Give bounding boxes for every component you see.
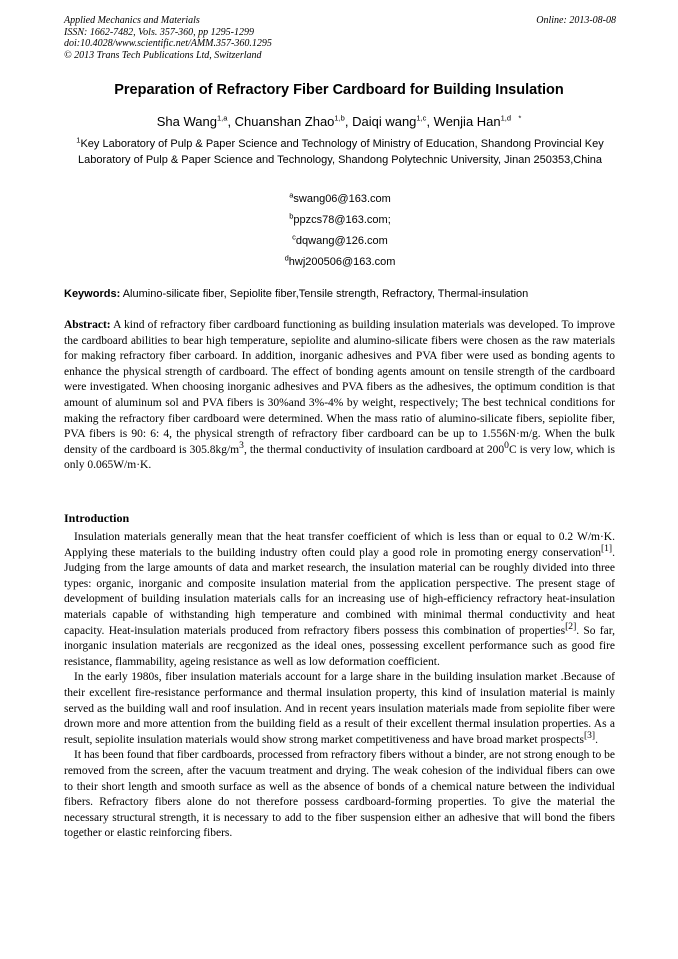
author-list bbox=[40, 114, 638, 129]
paragraph-text: In the early 1980s, fiber insulation materials account for a large share in the building insulation market .Because of their excellent fire-resistance performance and thermal insulation property, this kind of insulation material is mainly served as the building wall and roof insulation. And in recent years insulation materials made from sepiolite fiber were drown more and more attention from the building field as a result of their excellent thermal insulation properties. As a result, sepiolite insulation materials would show strong market competitiveness and have broad market prospects bbox=[64, 671, 615, 746]
paper-title: Preparation of Refractory Fiber Cardboard for Building Insulation bbox=[114, 82, 564, 98]
abstract-superscript: 0 bbox=[504, 439, 509, 451]
author-separator: , bbox=[426, 114, 434, 129]
email-mark: b bbox=[289, 211, 294, 221]
author-separator: , bbox=[344, 114, 353, 129]
affiliation-text: Key Laboratory of Pulp & Paper Science and Technology of Ministry of Education, Shandong Provincial Key Laboratory of Pulp & Paper Science and Technology, Shandong Polytechnic University, Jinan 250353,China bbox=[77, 138, 604, 166]
email-item bbox=[64, 252, 616, 273]
email-list bbox=[64, 189, 616, 273]
paragraph bbox=[64, 670, 615, 748]
journal-name: Applied Mechanics and Materials bbox=[64, 15, 200, 26]
author-affil-mark: 1,a bbox=[217, 113, 228, 123]
paragraph-text: . So far, inorganic insulation materials are recgonized as the ideal ones, possessing excellent performance such as good fire resistance, flammability, ageing resistance as well as low deformation coefficient. bbox=[64, 624, 615, 668]
citation: [1] bbox=[600, 542, 613, 554]
affiliation-mark: 1 bbox=[76, 135, 81, 145]
author-name: Sha Wang bbox=[156, 114, 217, 129]
author-name: Wenjia Han bbox=[433, 114, 501, 129]
keywords-text: Alumino-silicate fiber, Sepiolite fiber,Tensile strength, Refractory, Thermal-insulation bbox=[120, 288, 529, 300]
author-name: Daiqi wang bbox=[352, 114, 417, 129]
paragraph bbox=[64, 530, 615, 670]
abstract-text: A kind of refractory fiber cardboard functioning as building insulation materials was developed. To improve the cardboard abilities to bear high temperature, sepiolite and alumino-silicate fibers were chosen as the raw materials for making refractory fiber carboard. In addition, inorganic adhesives and PVA fiber were used as bonding agents to enhance the physical strength of cardboard. The effect of bonding agents amount on tensile strength of the cardboard were investigated. When choosing inorganic adhesives and PVA fibers as the adhesives, the optimum condition is that amount of aluminum sol and PVA fibers is 30%and 3%-4% by weight, respectively; The best technical conditions for making the refractory fiber cardboard were determined. When the mass ratio of alumino-silicate fibers, sepiolite fiber, PVA fibers is 90: 6: 4, the physical strength of refractory fiber cardboard can be up to 1.556N·m/g. When the bulk density of the cardboard is 305.8kg/m bbox=[64, 319, 615, 456]
abstract-text: , the thermal conductivity of insulation cardboard at 200 bbox=[243, 443, 505, 456]
paragraph-text: Insulation materials generally mean that the heat transfer coefficient of which is less than or equal to 0.2 W/m·K. Applying these materials to the building industry often could play a good role in promoting energy conservation bbox=[64, 531, 615, 559]
author-name: Chuanshan Zhao bbox=[234, 114, 335, 129]
email-address: dqwang@126.com bbox=[295, 235, 388, 247]
email-item bbox=[64, 231, 616, 252]
issn-line: ISSN: 1662-7482, Vols. 357-360, pp 1295-1299 bbox=[64, 26, 254, 38]
introduction-body bbox=[64, 530, 615, 842]
email-address: hwj200506@163.com bbox=[288, 256, 396, 268]
email-address: ppzcs78@163.com; bbox=[293, 214, 391, 226]
author-separator: , bbox=[227, 114, 235, 129]
citation: [3] bbox=[583, 729, 596, 741]
section-heading: Introduction bbox=[64, 511, 130, 525]
abstract-text: C is very low, which is only 0.065W/m·K. bbox=[64, 443, 615, 472]
abstract-superscript: 3 bbox=[239, 439, 244, 451]
affiliation bbox=[64, 137, 616, 168]
abstract bbox=[64, 318, 615, 474]
paragraph-text: . Judging from the large amounts of data and market research, the insulation material can be roughly divided into three types: organic, inorganic and composite insulation material from the application perspective. The present stage of development of building insulation materials calls for an increasing use of high-efficiency refractory heat-insulation materials capable of withstanding high temperature and combined with minimal thermal conductivity and heat capacity. Heat-insulation materials produced from refractory fibers possess this combination of properties bbox=[64, 546, 615, 637]
email-mark: a bbox=[289, 190, 294, 200]
doi-line: doi:10.4028/www.scientific.net/AMM.357-360.1295 bbox=[64, 38, 272, 49]
email-mark: c bbox=[292, 232, 296, 242]
keywords bbox=[64, 288, 616, 300]
online-date: Online: 2013-08-08 bbox=[536, 15, 616, 26]
email-item bbox=[64, 189, 616, 210]
corresponding-author-mark: * bbox=[518, 113, 522, 123]
author-affil-mark: 1,c bbox=[416, 113, 427, 123]
abstract-label: Abstract: bbox=[64, 319, 111, 331]
email-mark: d bbox=[284, 253, 289, 263]
email-address: swang06@163.com bbox=[293, 193, 391, 205]
journal-header bbox=[64, 15, 616, 61]
email-item bbox=[64, 210, 616, 231]
paragraph: It has been found that fiber cardboards, processed from refractory fibers without a binder, are not strong enough to be removed from the screen, after the vacuum treatment and drying. The weak cohesion of the individual fibers can owe to their short length and smooth surface as well as the absence of bonds of a chemical nature between the individual fibers. Refractory fibers alone do not therefore possess cardboard-forming properties. To give the material the necessary structural strength, it is necessary to add to the fiber suspension either an adhesive that will bond the fibers together or elastic reinforcing fibers. bbox=[64, 749, 615, 840]
copyright-line: © 2013 Trans Tech Publications Ltd, Switzerland bbox=[64, 49, 262, 61]
author-affil-mark: 1,d bbox=[500, 113, 512, 123]
keywords-label: Keywords: bbox=[64, 288, 121, 300]
citation: [2] bbox=[565, 620, 577, 632]
paragraph-text: . bbox=[595, 733, 598, 746]
author-affil-mark: 1,b bbox=[334, 113, 345, 123]
